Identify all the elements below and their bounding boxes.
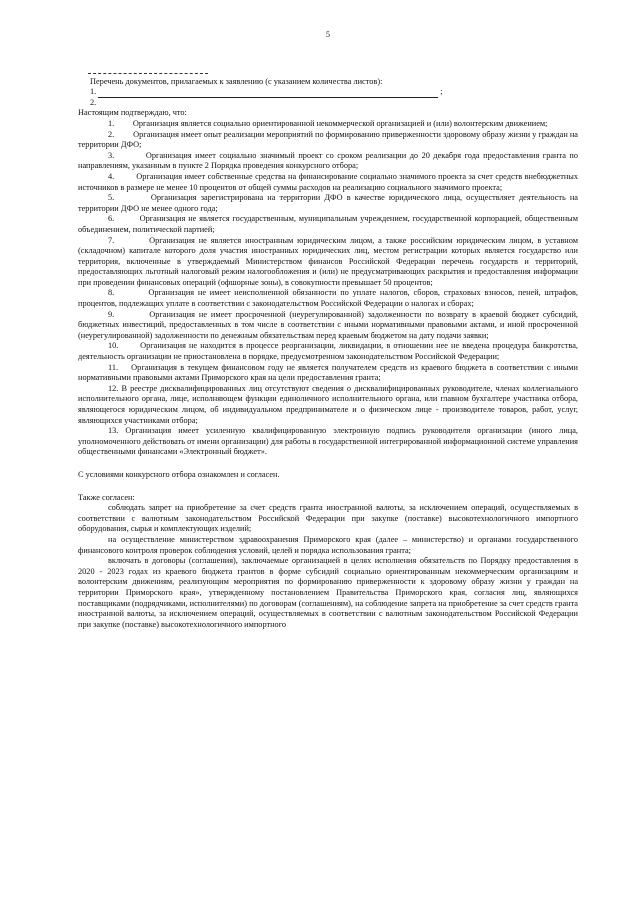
document-list-item-2: 2. bbox=[90, 97, 97, 107]
confirm-item: 10. Организация не находится в процессе реорганизации, ликвидации, в отношении нее не введена процедура банкротства, деятельность организации не приостановлена в порядке, предусмотренном законодательством Российской Федерации; bbox=[78, 341, 578, 362]
confirm-item: 12. В реестре дисквалифицированных лиц отсутствуют сведения о дисквалифицированных руководителе, членах коллегиального исполнительного органа, лице, исполняющем функции единоличного исполнительного органа, или главном бухгалтере участника отбора, являющегося юридическим лицом, об индивидуальном предпринимателе и о физическом лице - производителе товаров, работ, услуг, являющихся участниками отбора; bbox=[78, 383, 578, 425]
confirm-item: 4. Организация имеет собственные средства на финансирование социально значимого проекта за счет средств внебюджетных источников в размере не менее 10 процентов от общей суммы расходов на реализацию социального значимого проекта; bbox=[78, 171, 578, 192]
confirm-item: 5. Организация зарегистрирована на территории ДФО в качестве юридического лица, осуществляет деятельность на территории ДФО не менее одного года; bbox=[78, 193, 578, 213]
footnote-rule bbox=[88, 73, 208, 74]
confirm-item: 6. Организация не является государственным, муниципальным учреждением, государственной корпорацией, общественным объединением, политической партией; bbox=[78, 214, 578, 234]
confirm-item: 3. Организация имеет социально значимый проект со сроком реализации до 20 декабря года предоставления гранта по направлениям, указанным в пункте 2 Порядка проведения конкурсного отбора; bbox=[78, 150, 578, 171]
document-list-item-1: 1. ; bbox=[90, 87, 443, 97]
confirm-item: 11. Организация в текущем финансовом году не является получателем средств из краевого бюджета в соответствии с иными нормативными правовыми актами Приморского края на цели предоставления гранта; bbox=[78, 362, 578, 383]
also-agree-heading: Также согласен: bbox=[78, 492, 135, 502]
page-number: 5 bbox=[325, 30, 331, 39]
confirm-intro: Настоящим подтверждаю, что: bbox=[78, 108, 187, 118]
agree-item: на осуществление министерством здравоохранения Приморского края (далее – министерство) и органами государственного финансового контроля проверок соблюдения условий, целей и порядка использования гранта; bbox=[78, 534, 578, 555]
confirm-item: 7. Организация не является иностранным юридическим лицом, а также российским юридическим лицом, в уставном (складочном) капитале которого доля участия иностранных юридических лиц, местом регистрации которых является государство или территория, включенные в утверждаемый Министерством финансов Российской Федерации перечень государств и территорий, предоставляющих льготный налоговый режим налогообложения и (или) не предусматривающих раскрытия и предоставления информации при проведении финансовых операций (офшорные зоны), в совокупности превышает 50 процентов; bbox=[78, 235, 578, 287]
confirm-item: 9. Организация не имеет просроченной (неурегулированной) задолженности по возврату в краевой бюджет субсидий, бюджетных инвестиций, предоставленных в том числе в соответствии с иными нормативными правовыми актами, и иной просроченной (неурегулированной) задолженности по денежным обязательствам перед краевым бюджетом на дату подачи заявки; bbox=[78, 309, 578, 340]
confirm-item: 2. Организация имеет опыт реализации мероприятий по формированию приверженности здоровому образу жизни у граждан на территории ДФО; bbox=[78, 129, 578, 150]
confirm-item: 8. Организация не имеет неисполненной обязанности по уплате налогов, сборов, страховых взносов, пеней, штрафов, процентов, подлежащих уплате в соответствии с законодательством Российской Федерации о налогах и сборах; bbox=[78, 288, 578, 309]
confirm-item: 13. Организация имеет усиленную квалифицированную электронную подпись руководителя организации (иного лица, уполномоченного действовать от имени организации) для работы в государственной интегрированной информационной системе управления общественными финансами «Электронный бюджет». bbox=[78, 426, 578, 457]
agree-item: включать в договоры (соглашения), заключаемые организацией в целях исполнения обязательств по Порядку предоставления в 2020 - 2023 годах из краевого бюджета грантов в форме субсидий социально ориентированным некоммерческим организациям и волонтерским движениям, реализующим мероприятия по формированию приверженности к здоровому образу жизни у граждан на территории Приморского края», утвержденному постановлением Правительства Приморского края, согласия лиц, являющихся поставщиками (подрядчиками, исполнителями) по договорам (соглашениям), на соблюдение запрета на приобретение за счет средств гранта иностранной валюты, за исключением операций, осуществляемых в соответствии с валютным законодательством Российской Федерации при закупке (поставке) высокотехнологичного импортного bbox=[78, 556, 578, 629]
documents-intro: Перечень документов, прилагаемых к заявлению (с указанием количества листов): bbox=[90, 76, 383, 86]
blank-line bbox=[98, 89, 438, 98]
agree-item: соблюдать запрет на приобретение за счет средств гранта иностранной валюты, за исключением операций, осуществляемых в соответствии с валютным законодательством Российской Федерации при закупке (поставке) высокотехнологичного импортного оборудования, сырья и комплектующих изделий; bbox=[78, 503, 578, 534]
confirm-item: 1. Организация является социально ориентированной некоммерческой организацией и (или) волонтерским движением; bbox=[108, 118, 548, 128]
conditions-statement: С условиями конкурсного отбора ознакомлен и согласен. bbox=[78, 469, 280, 479]
